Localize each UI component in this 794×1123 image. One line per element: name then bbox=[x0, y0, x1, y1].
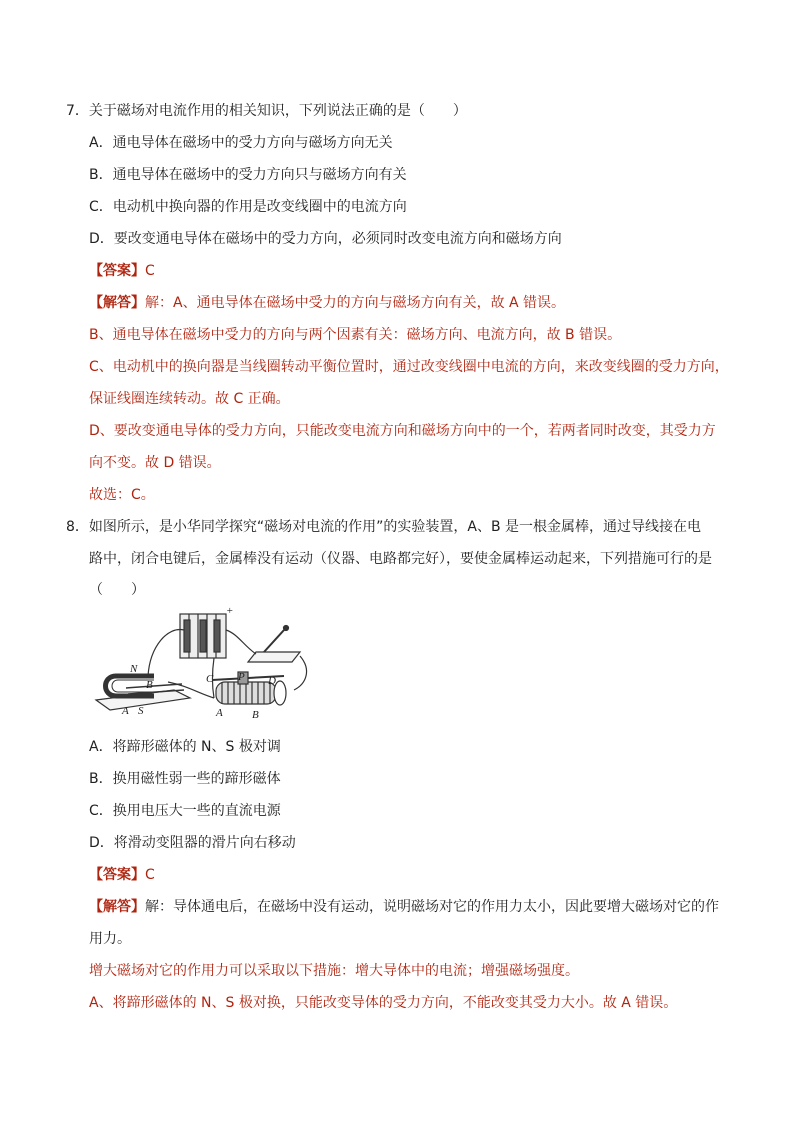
q7-analysis-line-6: 向不变。故 D 错误。 bbox=[89, 455, 221, 471]
figure-label-b2: B bbox=[252, 709, 259, 721]
q8-analysis-line-4: A、将蹄形磁体的 N、S 极对换，只能改变导体的受力方向，不能改变其受力大小。故 A 错误。 bbox=[89, 995, 678, 1011]
figure-label-s: S bbox=[138, 705, 144, 717]
q8-analysis-label: 【解答】 bbox=[89, 899, 145, 915]
switch-icon bbox=[248, 626, 300, 663]
figure-label-n: N bbox=[130, 663, 138, 675]
q8-answer bbox=[89, 865, 155, 885]
q8-analysis-text-1: 解：导体通电后，在磁场中没有运动，说明磁场对它的作用力太小，因此要增大磁场对它的作 bbox=[145, 899, 719, 915]
figure-label-c: C bbox=[206, 673, 214, 685]
figure-label-p: P bbox=[238, 671, 245, 683]
wire-1 bbox=[148, 629, 184, 676]
q8-analysis-line-3: 增大磁场对它的作用力可以采取以下措施：增大导体中的电流；增强磁场强度。 bbox=[89, 963, 579, 979]
q8-stem-line-2: 路中，闭合电键后，金属棒没有运动（仪器、电路都完好），要使金属棒运动起来，下列措施可行的是 bbox=[89, 551, 712, 567]
q7-option-d: D．要改变通电导体在磁场中的受力方向，必须同时改变电流方向和磁场方向 bbox=[89, 231, 562, 247]
q7-answer-label: 【答案】 bbox=[89, 263, 145, 279]
q7-analysis-line-1 bbox=[89, 293, 565, 313]
q7-analysis-label: 【解答】 bbox=[89, 295, 145, 311]
q8-stem-line-1: 8．如图所示，是小华同学探究“磁场对电流的作用”的实验装置，A、B 是一根金属棒，通过导线接在电 bbox=[66, 519, 702, 535]
q7-answer-value: C bbox=[145, 263, 155, 279]
figure-label-d: D bbox=[268, 675, 276, 687]
wire-2 bbox=[226, 630, 256, 654]
figure-label-a2: A bbox=[216, 707, 223, 719]
q7-analysis-line-2: B、通电导体在磁场中受力的方向与两个因素有关：磁场方向、电流方向，故 B 错误。 bbox=[89, 327, 622, 343]
q7-answer bbox=[89, 261, 155, 281]
figure-label-a1: A bbox=[122, 705, 129, 717]
q8-analysis-line-1 bbox=[89, 897, 719, 917]
figure-label-b1: B bbox=[146, 679, 153, 691]
q7-analysis-line-4: 保证线圈连续转动。故 C 正确。 bbox=[89, 391, 290, 407]
q8-option-d: D．将滑动变阻器的滑片向右移动 bbox=[89, 835, 296, 851]
q7-analysis-line-7: 故选：C。 bbox=[89, 487, 155, 503]
wire-3 bbox=[294, 656, 307, 690]
q8-answer-value: C bbox=[145, 867, 155, 883]
q8-answer-label: 【答案】 bbox=[89, 867, 145, 883]
q7-analysis-line-5: D、要改变通电导体的受力方向，只能改变电流方向和磁场方向中的一个，若两者同时改变，其受力方 bbox=[89, 423, 716, 439]
q7-option-a: A．通电导体在磁场中的受力方向与磁场方向无关 bbox=[89, 135, 393, 151]
q7-analysis-text-1: 解：A、通电导体在磁场中受力的方向与磁场方向有关，故 A 错误。 bbox=[145, 295, 566, 311]
q8-option-b: B．换用磁性弱一些的蹄形磁体 bbox=[89, 771, 281, 787]
q7-option-b: B．通电导体在磁场中的受力方向只与磁场方向有关 bbox=[89, 167, 407, 183]
experiment-apparatus-figure bbox=[88, 606, 408, 726]
q7-option-c: C．电动机中换向器的作用是改变线圈中的电流方向 bbox=[89, 199, 407, 215]
q7-stem: 7．关于磁场对电流作用的相关知识，下列说法正确的是（ ） bbox=[66, 103, 467, 119]
figure-label-plus: + bbox=[226, 606, 234, 617]
q8-option-c: C．换用电压大一些的直流电源 bbox=[89, 803, 281, 819]
q8-analysis-line-2: 用力。 bbox=[89, 931, 131, 947]
battery-icon bbox=[180, 614, 226, 658]
q8-stem-line-3: （ ） bbox=[89, 582, 145, 598]
q7-analysis-line-3: C、电动机中的换向器是当线圈转动平衡位置时，通过改变线圈中电流的方向，来改变线圈的受力方向， bbox=[89, 359, 729, 375]
q8-option-a: A．将蹄形磁体的 N、S 极对调 bbox=[89, 739, 281, 755]
